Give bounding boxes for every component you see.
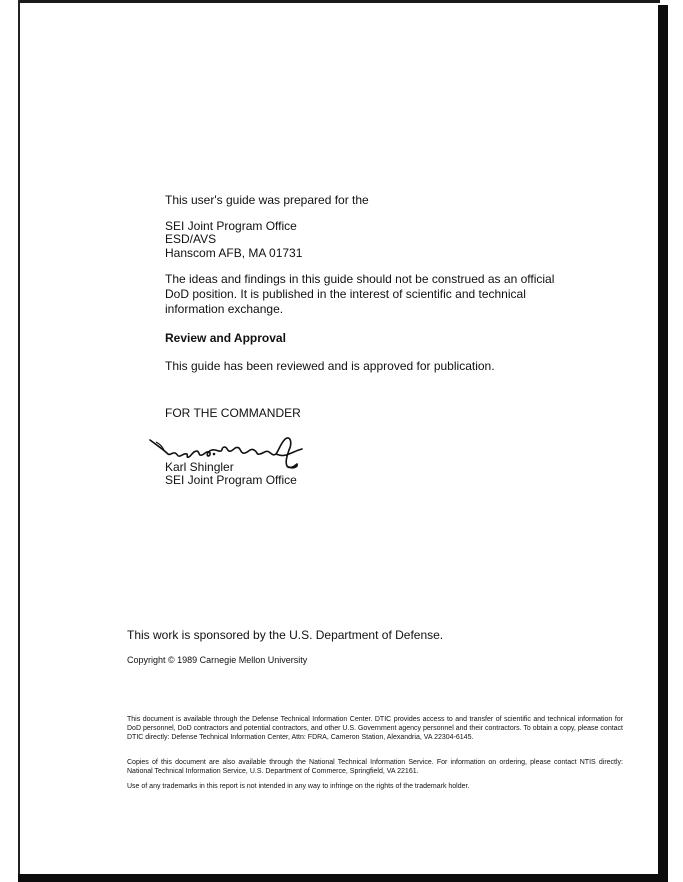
copyright-notice: Copyright © 1989 Carnegie Mellon University [127,655,308,665]
signatory-name: Karl Shingler [165,460,234,474]
address-line-3: Hanscom AFB, MA 01731 [165,246,303,260]
approval-statement: This guide has been reviewed and is approved for publication. [165,359,495,373]
page-border-bottom [18,874,668,882]
address-line-2: ESD/AVS [165,232,217,246]
page-border-right [658,5,668,877]
for-the-commander: FOR THE COMMANDER [165,406,301,420]
signatory-office: SEI Joint Program Office [165,473,297,487]
page-border-left [18,0,20,882]
dtic-availability-notice: This document is available through the Defense Technical Information Center. DTIC provides access to and transfer of scientific and technical information for DoD personnel, DoD contractors and potential contractors, and other U.S. Government agency personnel and their contractors. To obtain a copy, please contact DTIC directly: Defense Technical Information Center, Attn: FDRA, Cameron Station, Alexandria, VA 22304-6145. [127,716,623,741]
disclaimer-paragraph: The ideas and findings in this guide should not be construed as an official DoD position. It is published in the interest of scientific and technical information exchange. [165,272,555,316]
review-heading: Review and Approval [165,331,286,345]
trademark-notice: Use of any trademarks in this report is not intended in any way to infringe on the rights of the trademark holder. [127,783,470,790]
page-border-top [18,0,660,3]
ntis-availability-notice: Copies of this document are also available through the National Technical Information Service. For information on ordering, please contact NTIS directly: National Technical Information Service, U.S. Department of Commerce, Springfield, VA 22161. [127,759,623,775]
address-line-1: SEI Joint Program Office [165,219,297,233]
sponsor-statement: This work is sponsored by the U.S. Department of Defense. [127,628,444,642]
prepared-for-intro: This user's guide was prepared for the [165,193,369,207]
